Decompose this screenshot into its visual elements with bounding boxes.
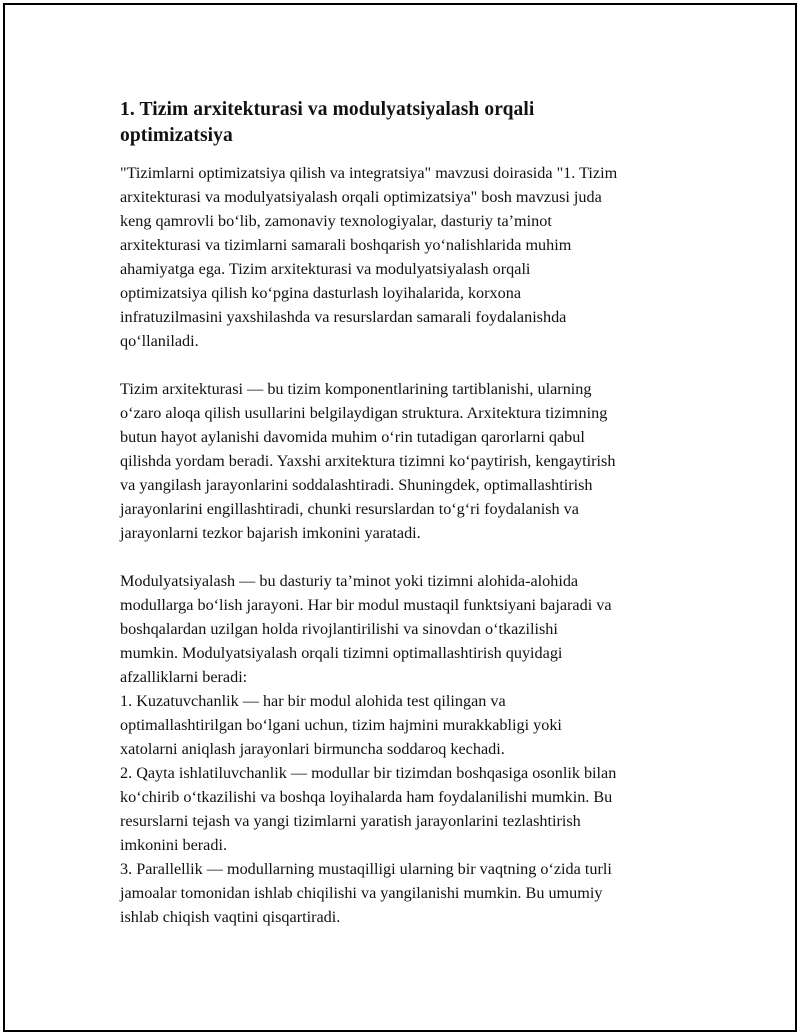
- paragraph-intro: [120, 161, 690, 353]
- text-line: optimizatsiya qilish koʻpgina dasturlash loyihalarida, korxona: [120, 284, 522, 302]
- text-line: modullarga boʻlish jarayoni. Har bir modul mustaqil funktsiyani bajaradi va: [120, 596, 612, 614]
- page-frame: [3, 3, 797, 1032]
- paragraph-architecture: [120, 377, 690, 545]
- list-item-line: optimallashtirilgan boʻlgani uchun, tizim hajmini murakkabligi yoki: [120, 716, 562, 734]
- title-line: optimizatsiya: [120, 125, 233, 146]
- text-line: jarayonlarini engillashtiradi, chunki resurslardan toʻgʻri foydalanish va: [120, 500, 579, 518]
- paragraph-modulation: [120, 569, 690, 929]
- list-item-line: resurslarni tejash va yangi tizimlarni yaratish jarayonlarini tezlashtirish: [120, 812, 581, 830]
- text-line: keng qamrovli boʻlib, zamonaviy texnologiyalar, dasturiy taʼminot: [120, 212, 552, 230]
- text-line: arxitekturasi va tizimlarni samarali boshqarish yoʻnalishlarida muhim: [120, 236, 572, 254]
- text-line: qoʻllaniladi.: [120, 332, 199, 350]
- text-line: arxitekturasi va modulyatsiyalash orqali optimizatsiya" bosh mavzusi juda: [120, 188, 602, 206]
- text-line: afzalliklarni beradi:: [120, 668, 248, 686]
- document-body: [120, 97, 690, 929]
- text-line: Modulyatsiyalash — bu dasturiy taʼminot yoki tizimni alohida-alohida: [120, 572, 579, 590]
- text-line: jarayonlarni tezkor bajarish imkonini yaratadi.: [120, 524, 421, 542]
- text-line: boshqalardan uzilgan holda rivojlantirilishi va sinovdan oʻtkazilishi: [120, 620, 558, 638]
- list-item-line: 3. Parallellik — modullarning mustaqilligi ularning bir vaqtning oʻzida turli: [120, 860, 612, 878]
- list-item-line: 1. Kuzatuvchanlik — har bir modul alohida test qilingan va: [120, 692, 506, 710]
- text-line: butun hayot aylanishi davomida muhim oʻrin tutadigan qarorlarni qabul: [120, 428, 585, 446]
- text-line: va yangilash jarayonlarini soddalashtiradi. Shuningdek, optimallashtirish: [120, 476, 593, 494]
- title-line: 1. Tizim arxitekturasi va modulyatsiyalash orqali: [120, 99, 535, 120]
- list-item-line: xatolarni aniqlash jarayonlari birmuncha soddaroq kechadi.: [120, 740, 505, 758]
- text-line: "Tizimlarni optimizatsiya qilish va integratsiya" mavzusi doirasida "1. Tizim: [120, 164, 618, 182]
- text-line: oʻzaro aloqa qilish usullarini belgilaydigan struktura. Arxitektura tizimning: [120, 404, 608, 422]
- list-item-line: 2. Qayta ishlatiluvchanlik — modullar bir tizimdan boshqasiga osonlik bilan: [120, 764, 617, 782]
- list-item-line: imkonini beradi.: [120, 836, 227, 854]
- text-line: mumkin. Modulyatsiyalash orqali tizimni optimallashtirish quyidagi: [120, 644, 563, 662]
- list-item-line: ishlab chiqish vaqtini qisqartiradi.: [120, 908, 341, 926]
- text-line: Tizim arxitekturasi — bu tizim komponentlarining tartiblanishi, ularning: [120, 380, 592, 398]
- list-item-line: jamoalar tomonidan ishlab chiqilishi va yangilanishi mumkin. Bu umumiy: [120, 884, 603, 902]
- text-line: qilishda yordam beradi. Yaxshi arxitektura tizimni koʻpaytirish, kengaytirish: [120, 452, 616, 470]
- text-line: infratuzilmasini yaxshilashda va resurslardan samarali foydalanishda: [120, 308, 567, 326]
- section-title: [120, 97, 690, 149]
- list-item-line: koʻchirib oʻtkazilishi va boshqa loyihalarda ham foydalanilishi mumkin. Bu: [120, 788, 613, 806]
- text-line: ahamiyatga ega. Tizim arxitekturasi va modulyatsiyalash orqali: [120, 260, 531, 278]
